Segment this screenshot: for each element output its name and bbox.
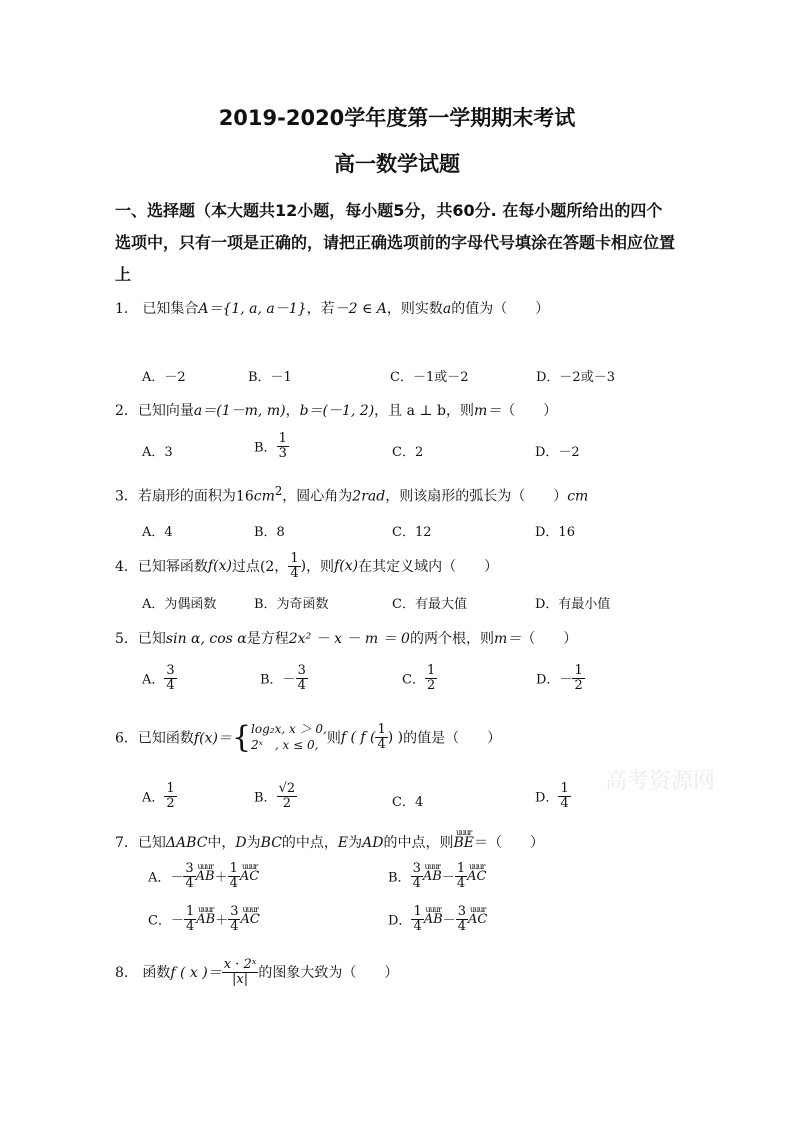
q6-brace: { (231, 719, 252, 755)
q2-sep: ， (285, 403, 300, 419)
q7-segment-ad: AD (362, 835, 384, 851)
q1-post: ，则实数 (386, 301, 443, 317)
q2-vector-a: a＝(1－m, m) (193, 403, 286, 419)
q3-mid: ，圆心角为 (282, 488, 353, 505)
q3-unit: cm (253, 488, 275, 505)
q7-option-c: C．－ $\frac{1}{4}$ uuur AB＋ $\frac{3}{4}$ uuur AC (148, 904, 260, 934)
section-heading-line2: 选项中，只有一项是正确的，请把正确选项前的字母代号填涂在答题卡相应位置 (115, 233, 676, 252)
q6-function: f(x)＝ (193, 730, 232, 747)
watermark: 高考资源网 (605, 769, 716, 794)
q4-option-c: C．有最大值 (392, 597, 467, 612)
q5-option-d: D．－ $\frac{1}{2}$ (536, 663, 583, 693)
q6-option-a-fraction: $\frac{1}{2}$ (166, 781, 175, 811)
q6-option-a: A． $\frac{1}{2}$ (142, 781, 175, 811)
q6-option-d-fraction: $\frac{1}{4}$ (560, 781, 569, 811)
section-heading-line1: 一、选择题（本大题共12小题，每小题5分，共60分. 在每小题所给出的四个 (115, 201, 663, 220)
q1-option-d: D．－2或－3 (536, 370, 615, 385)
question-2 (115, 400, 557, 420)
question-4 (115, 552, 498, 580)
q1-option-a: A．－2 (142, 370, 186, 385)
q6-option-b: B． $\frac{√2}{2}$ (254, 781, 296, 811)
q6-end: 的值是（ ） (403, 730, 502, 747)
q2-option-b-label: B． (254, 440, 277, 456)
q5-roots: sin α, cos α (165, 631, 247, 647)
q7-end: ＝（ ） (474, 835, 544, 851)
q3-option-a: A．4 (142, 525, 173, 540)
q4-mid: 过点 (231, 559, 260, 576)
q5-end: （ ） (521, 631, 578, 647)
question-7: 7．已知ΔABC中，D为BC的中点，E为AD的中点，则 uuur BE＝（ ） (115, 828, 544, 851)
q7-triangle: ΔABC (165, 835, 208, 851)
q2-option-c: C．2 (392, 445, 424, 460)
q7-segment-bc: BC (260, 835, 282, 851)
q4-option-d: D．有最小值 (535, 597, 611, 612)
q5-option-b-fraction: $\frac{3}{4}$ (297, 663, 306, 693)
q1-option-c: C．－1或－2 (390, 370, 469, 385)
q6-composite-fraction: $\frac{1}{4}$ (377, 722, 386, 753)
q1-option-b: B．－1 (248, 370, 292, 385)
q2-prefix: 2．已知向量 (115, 403, 194, 419)
q3-end: ，则该扇形的弧长为（ ） (385, 488, 568, 505)
q7-option-d: D． $\frac{1}{4}$ uuur AB－ $\frac{3}{4}$ uuur AC (388, 904, 488, 934)
q8-fraction: $\frac{\text{x · 2ˣ}}{|x|}$ (223, 957, 257, 987)
q6-prefix: 6．已知函数 (115, 730, 194, 747)
q6-composite-close: ) ) (387, 729, 404, 746)
q4-point-fraction: $\frac{1}{4}$ (290, 551, 299, 581)
q3-option-b: B．8 (254, 525, 285, 540)
q5-equation: 2x² － x － m ＝ 0 (288, 631, 410, 647)
q5-option-c-fraction: $\frac{1}{2}$ (426, 663, 436, 693)
q2-condition: ，且 a ⊥ b，则 (374, 403, 474, 419)
question-1 (115, 298, 549, 318)
q4-option-b: B．为奇函数 (254, 597, 329, 612)
question-6 (115, 719, 502, 755)
q2-option-a: A．3 (142, 445, 173, 460)
q1-variable: a (442, 301, 452, 317)
q5-option-a-fraction: $\frac{3}{4}$ (166, 663, 175, 693)
q6-mid: 则 (326, 730, 341, 747)
q1-condition: －2 ∈ A (334, 301, 387, 317)
q2-option-b-fraction: $\frac{1}{3}$ (278, 431, 287, 461)
q7-prefix: 7．已知 (115, 835, 166, 851)
q3-unit-exponent: 2 (274, 484, 283, 498)
q5-option-a: A． $\frac{3}{4}$ (142, 663, 175, 693)
q1-set: A＝{1, a, a－1} (198, 301, 307, 317)
q1-mid: ，若 (306, 301, 335, 317)
q2-end: （ ） (501, 403, 558, 419)
q7-option-a: A．－ $\frac{3}{4}$ uuur AB＋ $\frac{1}{4}$ uuur AC (148, 861, 260, 891)
question-5 (115, 628, 577, 648)
q3-prefix: 3．若扇形的面积为16 (115, 488, 254, 505)
q8-function: f ( x )＝ (170, 965, 222, 982)
q6-option-c: C．4 (392, 795, 424, 810)
q4-function-2: f(x) (334, 558, 359, 575)
q5-mid: 是方程 (246, 631, 289, 647)
q4-function: f(x) (207, 558, 232, 575)
q4-end: 在其定义域内（ ） (358, 559, 499, 576)
q4-prefix: 4．已知幂函数 (115, 559, 208, 576)
question-8 (115, 958, 398, 986)
q2-option-d: D．－2 (535, 445, 580, 460)
q7-point-e: E (337, 835, 349, 851)
q8-end: 的图象大致为（ ） (258, 965, 399, 982)
q7-option-b: B． $\frac{3}{4}$ uuur AB－ $\frac{1}{4}$ uuur AC (388, 861, 487, 891)
q7-point-d: D (235, 835, 247, 851)
q1-prefix: 1. 已知集合 (115, 301, 199, 317)
q1-end: 的值为（ ） (451, 301, 550, 317)
q2-option-b (254, 432, 289, 460)
q4-option-a: A．为偶函数 (142, 597, 217, 612)
q6-option-d: D． $\frac{1}{4}$ (535, 781, 569, 811)
q5-post: 的两个根，则 (409, 631, 494, 647)
q2-vector-b: b＝(－1, 2) (299, 403, 375, 419)
q6-option-b-fraction: $\frac{√2}{2}$ (278, 781, 296, 811)
q3-answer-unit: cm (567, 488, 589, 505)
q4-point-close: ) (300, 558, 307, 575)
exam-subtitle: 高一数学试题 (334, 152, 460, 176)
q5-prefix: 5．已知 (115, 631, 166, 647)
q3-angle: 2rad (352, 488, 386, 505)
exam-title: 2019-2020学年度第一学期期末考试 (218, 106, 576, 130)
q5-m: m＝ (493, 631, 522, 647)
q6-piecewise: log₂x, x ＞ 0, 2ˣ , x ≤ 0, (251, 722, 327, 752)
q3-option-c: C．12 (392, 525, 432, 540)
q3-option-d: D．16 (535, 525, 575, 540)
q5-option-d-fraction: $\frac{1}{2}$ (574, 663, 583, 693)
q7-vector-be: uuur BE (453, 828, 474, 851)
section-heading-line3: 上 (115, 265, 132, 284)
q8-prefix: 8. 函数 (115, 965, 171, 982)
q2-m: m＝ (474, 403, 502, 419)
q4-point-open: (2， (259, 559, 289, 576)
q6-composite-open: f ( f ( (340, 729, 376, 746)
q5-option-c: C． $\frac{1}{2}$ (402, 663, 436, 693)
q5-option-b: B．－ $\frac{3}{4}$ (260, 663, 306, 693)
question-3 (115, 484, 588, 506)
q4-mid2: ，则 (306, 559, 335, 576)
